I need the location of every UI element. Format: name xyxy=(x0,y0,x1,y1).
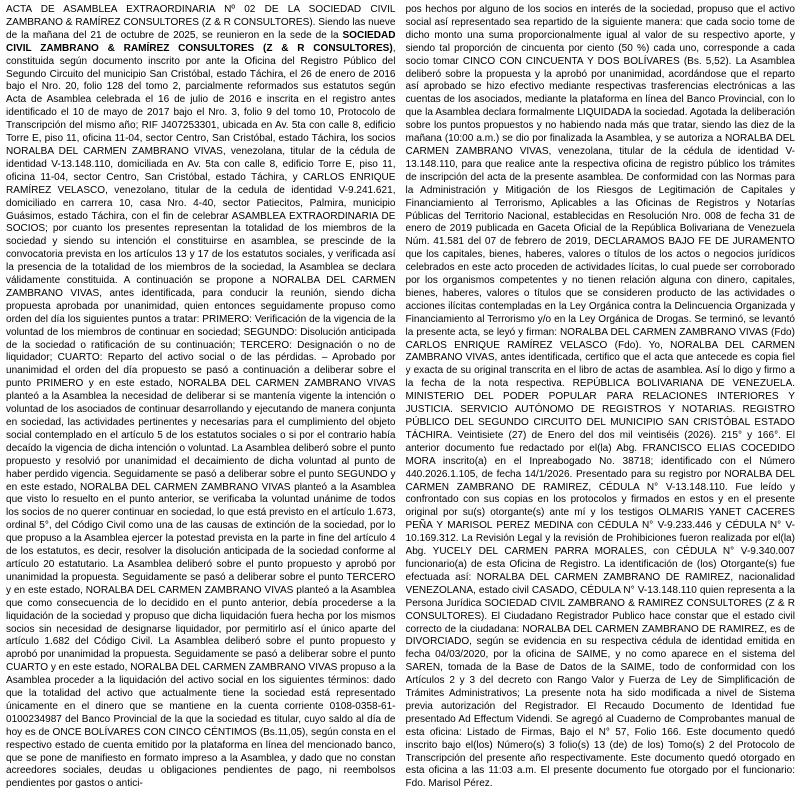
company-name-bold: SOCIEDAD CIVIL ZAMBRANO & RAMÍREZ CONSULTORES (Z & R CONSULTORES) xyxy=(6,29,396,54)
right-column-text: pos hechos por alguno de los socios en interés de la sociedad, propuso que el activo social así representado sea repartido de la siguiente manera: que cada socio tome de dicho monto una suma proporcionalmente igual al valor de su respectivo aporte, y siendo tal proporción de cincuenta por ciento (50 %) cada uno, corresponde a cada socio tomar CINCO CON CINCUENTA Y DOS BOLÍVARES (Bs. 5,52). La Asamblea deliberó sobre la propuesta y la aprobó por unanimidad, acordándose que el reparto así aprobado se hizo efectivo mediante respectivas trasferencias electrónicas a las cuentas de los asociados, mediante la plataforma en línea del Banco Provincial, con lo que la Asamblea declara formalmente LIQUIDADA la sociedad. Agotada la deliberación sobre los puntos propuestos y no habiendo nada más que tratar, siendo las diez de la mañana (10:00 a.m.) se dio por finalizada la Asamblea, y se autoriza a NORALBA DEL CARMEN ZAMBRANO VIVAS, venezolana, titular de la cédula de identidad V-13.148.110, para que realice ante la respectiva oficina de registro público los trámites de inscripción del acta de la presente asamblea. De conformidad con las Normas para la Administración y Mitigación de los Riesgos de Legitimación de Capitales y Financiamiento al Terrorismo, Aplicables a las Oficinas de Registros y Notarías Públicas del Territorio Nacional, establecidas en Resolución Nro. 008 de fecha 31 de enero de 2019 publicada en Gaceta Oficial de la República Bolivariana de Venezuela Núm. 41.581 del 07 de febrero de 2019, DECLARAMOS BAJO FE DE JURAMENTO que los capitales, bienes, haberes, valores o títulos de los actos o negocios jurídicos celebrados en este acto proceden de actividades lícitas, lo cual puede ser corroborado por los organismos competentes y no tienen relación alguna con dinero, capitales, bienes, haberes, valores o títulos que se consideren producto de las actividades o acciones ilícitas contempladas en la Ley Orgánica contra la Delincuencia Organizada y Financiamiento al Terrorismo y/o en la Ley Orgánica de Drogas. Se terminó, se levantó la presente acta, se leyó y firman: NORALBA DEL CARMEN ZAMBRANO VIVAS (Fdo) CARLOS ENRIQUE RAMÍREZ VELASCO (Fdo). Yo, NORALBA DEL CARMEN ZAMBRANO VIVAS, antes identificada, certifico que el acta que antecede es copia fiel y exacta de su original transcrita en el libro de actas de asamblea. Así lo digo y firmo a la fecha de la nota respectiva. REPÚBLICA BOLIVARIANA DE VENEZUELA. MINISTERIO DEL PODER POPULAR PARA RELACIONES INTERIORES Y JUSTICIA. SERVICIO AUTÓNOMO DE REGISTROS Y NOTARIAS. REGISTRO PÚBLICO DEL SEGUNDO CIRCUITO DEL MUNICIPIO SAN CRISTÓBAL ESTADO TÁCHIRA. Veintisiete (27) de Enero del dos mil veintiséis (2026). 215° y 166°. El anterior documento fue redactado por el(la) Abg. FRANCISCO ELIAS COCEDIDO MORA inscrito(a) en el Inpreabogado No. 38718; identificado con el Número 440.2026.1.105, de fecha 14/1/2026. Presentado para su registro por NORALBA DEL CARMEN ZAMBRANO DE RAMIREZ, CÉDULA N° V-13.148.110. Fue leído y confrontado con sus copias en los protocolos y firmados en estos y en el presente original por su(s) otorgante(s) ante mí y los testigos OLMARIS YANET CACERES PEÑA Y MARISOL PEREZ MEDINA con CÉDULA N° V-9.233.446 y CÉDULA N° V-10.169.312. La Revisión Legal y la revisión de Prohibiciones fueron realizada por el(la) Abg. YUCELY DEL CARMEN PARRA MORALES, con CÉDULA N° V-9.340.007 funcionario(a) de esta Oficina de Registro. La identificación de (los) Otorgante(s) fue efectuada así: NORALBA DEL CARMEN ZAMBRANO DE RAMIREZ, nacionalidad VENEZOLANA, estado civil CASADO, CÉDULA N° V-13.148.110 quien representa a la Persona Jurídica SOCIEDAD CIVIL ZAMBRANO & RAMIREZ CONSULTORES (Z & R CONSULTORES). El Ciudadano Registrador Publico hace constar que el estado civil correcto de la ciudadana: NORALBA DEL CARMEN ZAMBRANO DE RAMIREZ, es de DIVORCIADO, según se evidencia en su respectiva cédula de identidad emitida en fecha 04/03/2020, por la oficina de SAIME, y no como aparece en el sistema del SAREN, tomada de la Base de Datos de la SAIME, todo de conformidad con los Artículos 2 y 3 del decreto con Rango Valor y Fuerza de Ley de Simplificación de Trámites Administrativos; La presente nota ha sido modificada a nivel de Sistema previa autorización del Registrador. El Recaudo Documento de Identidad fue presentado Ad Effectum Videndi. Se agregó al Cuaderno de Comprobantes manual de esta oficina: Listado de Firmas, Bajo el N° 57, Folio 166. Este documento quedó inscrito bajo el(los) Número(s) 3 folio(s) 13 (de) de los) Tomo(s) 2 del Protocolo de Transcripción del presente año respectivamente. Este documento quedó otorgado en esta oficina a las 11:03 a.m. El presente documento fue otorgado por el funcionario: Fdo. Marisol Pérez. xyxy=(405,4,795,790)
left-column-text xyxy=(6,4,396,791)
body-text: , constituida según documento inscrito por ante la Oficina del Registro Público del Segundo Circuito del municipio San Cristóbal, estado Táchira, el 26 de enero de 2016 bajo el Nro. 20, folio 128 del tomo 2, parcialmente reformados sus estatutos según Acta de Asamblea celebrada el 16 de julio de 2016 e inscrita en el registro antes identificado el 10 de mayo de 2017 bajo el Nro. 3, folio 9 del tomo 10, Protocolo de Transcripción del mismo año; RIF J407253301, ubicada en Av. 5ta con calle 8, edificio Torre E, piso 11, oficina 11-04, sector Centro, San Cristóbal, estado Táchira, los socios NORALBA DEL CARMEN ZAMBRANO VIVAS, venezolana, titular de la cédula de identidad V-13.148.110, domiciliada en Av. 5ta con calle 8, edificio Torre E, piso 11, oficina 11-04, sector Centro, San Cristóbal, estado Táchira, y CARLOS ENRIQUE RAMÍREZ VELASCO, venezolano, titular de la cedula de identidad V-9.241.621, domiciliado en carrera 10, casa Nro. 4-40, sector Patiecitos, Palmira, municipio Guásimos, estado Táchira, con el fin de celebrar ASAMBLEA EXTRAORDINARIA DE SOCIOS; por cuanto los presentes representan la totalidad de los miembros de la sociedad y siendo su intención el constituirse en asamblea, se prescinde de la convocatoria prevista en los artículos 13 y 17 de los estatutos sociales, y verificada así la presencia de la totalidad de los miembros de la sociedad, la Asamblea se declara válidamente constituida. A continuación se propone a NORALBA DEL CARMEN ZAMBRANO VIVAS, antes identificada, para conducir la reunión, siendo dicha propuesta aprobada por unanimidad, quien entonces seguidamente propuso como orden del día los siguientes puntos a tratar: PRIMERO: Verificación de la vigencia de la voluntad de los miembros de continuar en sociedad; SEGUNDO: Disolución anticipada de la sociedad o ratificación de su continuación; TERCERO: Designación o no de liquidador; CUARTO: Reparto del activo social o de las pérdidas. – Aprobado por unanimidad el orden del día propuesto se pasó a continuación a deliberar sobre el punto PRIMERO y en este estado, NORALBA DEL CARMEN ZAMBRANO VIVAS planteó a la Asamblea la necesidad de deliberar si se mantenía vigente la intención o voluntad de los asociados de continuar desarrollando y ejecutando de manera conjunta en sociedad, las actividades pertinentes y necesarias para el cumplimiento del objeto social contemplado en el artículo 5 de los estatutos sociales o si por el contrario había decaído la vigencia de dicha intención o voluntad. La Asamblea deliberó sobre el punto propuesto y resolvió por unanimidad el decaimiento de dicha voluntad al punto de haber perdido vigencia. Seguidamente se pasó a deliberar sobre el punto SEGUNDO y en este estado, NORALBA DEL CARMEN ZAMBRANO VIVAS planteó a la Asamblea que visto lo resuelto en el punto anterior, se verificaba la voluntad unánime de todos los socios de no querer continuar en sociedad, lo que está previsto en el artículo 1.673, ordinal 5°, del Código Civil como una de las causas de extinción de la sociedad, por lo que propuso a la Asamblea ejercer la potestad prevista en la parte in fine del artículo 4 de los estatutos, es decir, resolver la disolución anticipada de la sociedad conforme al artículo 20 estatutario. La Asamblea deliberó sobre el punto propuesto y aprobó por unanimidad la propuesta. Seguidamente se pasó a deliberar sobre el punto TERCERO y en este estado, NORALBA DEL CARMEN ZAMBRANO VIVAS planteó a la Asamblea que como consecuencia de lo decidido en el punto anterior, debía procederse a la liquidación de la sociedad y propuso que dicha liquidación fuera hecha por los mismos socios sin necesidad de designarse liquidador, por permitirlo así el único aparte del artículo 1.682 del Código Civil. La Asamblea deliberó sobre el punto propuesto y aprobó por unanimidad la propuesta. Seguidamente se pasó a deliberar sobre el punto CUARTO y en este estado, NORALBA DEL CARMEN ZAMBRANO VIVAS propuso a la Asamblea proceder a la liquidación del activo social en los siguientes términos: dado que la totalidad del activo que actualmente tiene la sociedad está representado únicamente en el dinero que se mantiene en la cuenta corriente 0108-0358-61-0100234987 del Banco Provincial de la que la sociedad es titular, cuyo saldo al día de hoy es de ONCE BOLÍVARES CON CINCO CÉNTIMOS (Bs.11,05), según consta en el respectivo estado de cuenta emitido por la plataforma en línea del mencionado banco, que se pone de manifiesto en formato impreso a la Asamblea, y dado que no constan acreedores sociales, deudas u obligaciones pendientes de pago, ni reembolsos pendientes por gastos o antici- xyxy=(6,42,396,790)
left-column xyxy=(6,4,396,796)
intro-text: ACTA DE ASAMBLEA EXTRAORDINARIA Nº 02 DE LA SOCIEDAD CIVIL ZAMBRANO & RAMÍREZ CONSULTORES (Z & R CONSULTORES). Siendo las nueve de la mañana del 21 de octubre de 2025, se reunieron en la sede de la xyxy=(6,4,396,41)
right-column xyxy=(406,4,796,796)
